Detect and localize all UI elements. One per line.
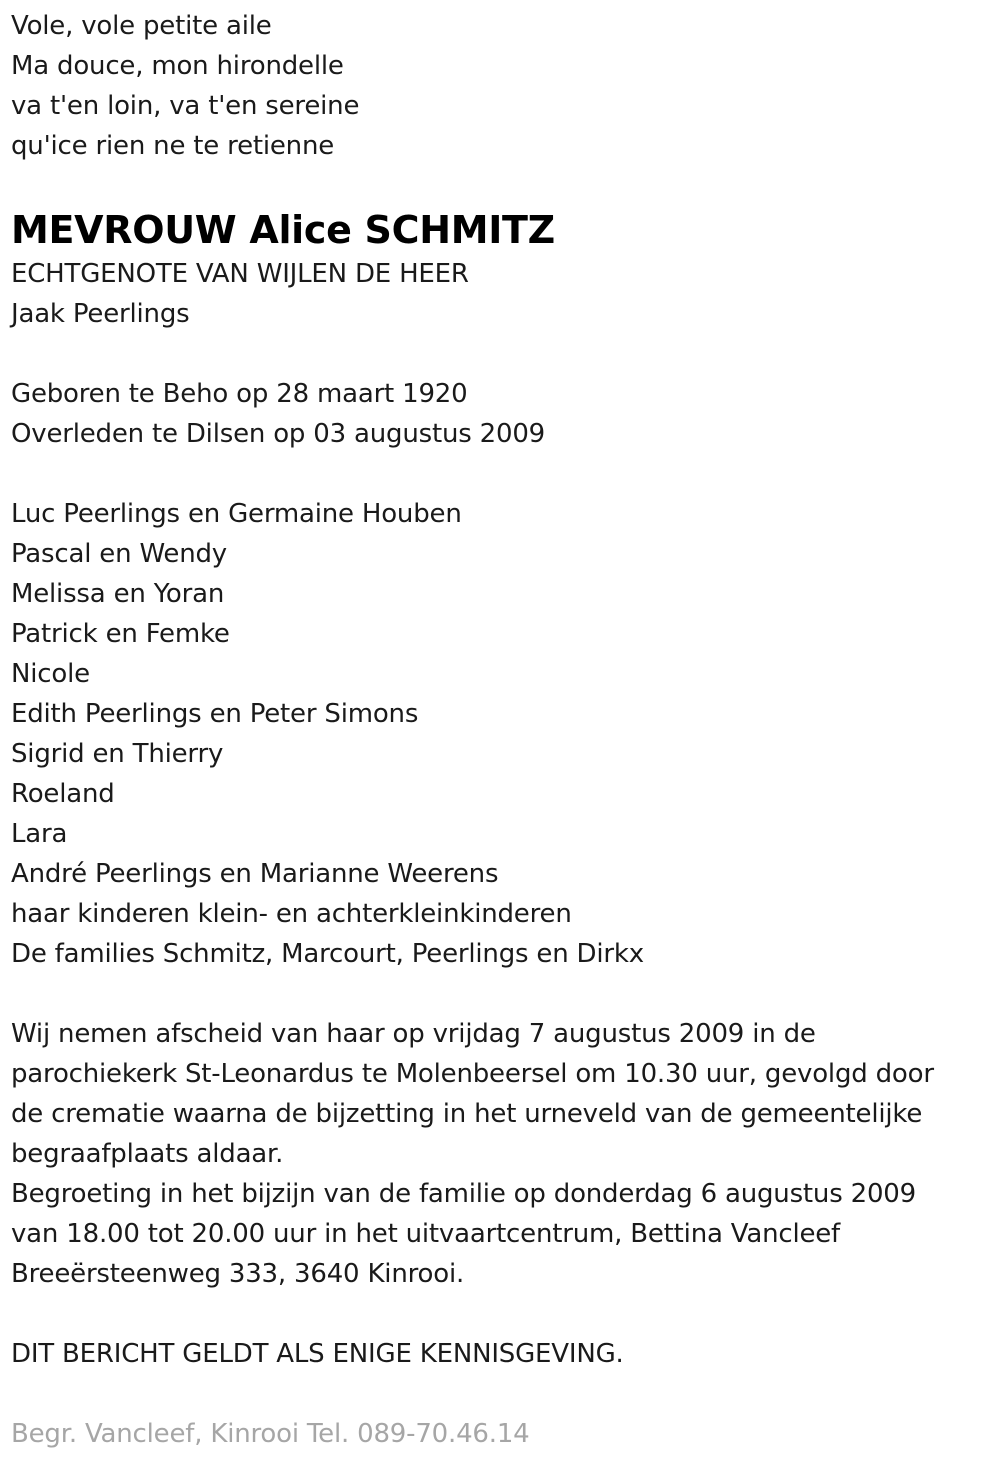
family-member: Lara bbox=[11, 819, 68, 849]
poem bbox=[11, 6, 991, 166]
obituary-document bbox=[11, 6, 991, 1454]
family-member: Melissa en Yoran bbox=[11, 579, 225, 609]
ceremony-line: begraafplaats aldaar. bbox=[11, 1139, 284, 1169]
spacer bbox=[11, 974, 991, 1014]
spacer bbox=[11, 1294, 991, 1334]
family-member: Roeland bbox=[11, 779, 115, 809]
poem-line: Vole, vole petite aile bbox=[11, 11, 272, 41]
family-member: Sigrid en Thierry bbox=[11, 739, 224, 769]
family-member: Patrick en Femke bbox=[11, 619, 230, 649]
ceremony-line: Wij nemen afscheid van haar op vrijdag 7 augustus 2009 in de bbox=[11, 1019, 816, 1049]
notice: DIT BERICHT GELDT ALS ENIGE KENNISGEVING. bbox=[11, 1339, 624, 1369]
spacer bbox=[11, 166, 991, 206]
birth-line: Geboren te Beho op 28 maart 1920 bbox=[11, 379, 468, 409]
ceremony-line: parochiekerk St-Leonardus te Molenbeersel om 10.30 uur, gevolgd door bbox=[11, 1059, 934, 1089]
ceremony-line: de crematie waarna de bijzetting in het urneveld van de gemeentelijke bbox=[11, 1099, 923, 1129]
spacer bbox=[11, 1374, 991, 1414]
family-member: Edith Peerlings en Peter Simons bbox=[11, 699, 419, 729]
spacer bbox=[11, 334, 991, 374]
spacer bbox=[11, 454, 991, 494]
family-member: Pascal en Wendy bbox=[11, 539, 227, 569]
poem-line: Ma douce, mon hirondelle bbox=[11, 51, 344, 81]
funeral-home-footer: Begr. Vancleef, Kinrooi Tel. 089-70.46.14 bbox=[11, 1419, 530, 1449]
deceased-relation: ECHTGENOTE VAN WIJLEN DE HEER bbox=[11, 259, 469, 289]
family-list bbox=[11, 494, 991, 974]
deceased-block bbox=[11, 206, 991, 334]
family-member: André Peerlings en Marianne Weerens bbox=[11, 859, 499, 889]
death-line: Overleden te Dilsen op 03 augustus 2009 bbox=[11, 419, 546, 449]
deceased-name: MEVROUW Alice SCHMITZ bbox=[11, 208, 555, 252]
ceremony-line: Begroeting in het bijzijn van de familie op donderdag 6 augustus 2009 bbox=[11, 1179, 916, 1209]
deceased-spouse: Jaak Peerlings bbox=[11, 299, 190, 329]
family-member: De families Schmitz, Marcourt, Peerlings en Dirkx bbox=[11, 939, 644, 969]
family-member: Nicole bbox=[11, 659, 90, 689]
poem-line: qu'ice rien ne te retienne bbox=[11, 131, 335, 161]
family-member: Luc Peerlings en Germaine Houben bbox=[11, 499, 462, 529]
ceremony-line: Breeërsteenweg 333, 3640 Kinrooi. bbox=[11, 1259, 465, 1289]
family-member: haar kinderen klein- en achterkleinkinderen bbox=[11, 899, 572, 929]
dates-block bbox=[11, 374, 991, 454]
ceremony-paragraph bbox=[11, 1014, 991, 1294]
poem-line: va t'en loin, va t'en sereine bbox=[11, 91, 360, 121]
ceremony-line: van 18.00 tot 20.00 uur in het uitvaartcentrum, Bettina Vancleef bbox=[11, 1219, 841, 1249]
